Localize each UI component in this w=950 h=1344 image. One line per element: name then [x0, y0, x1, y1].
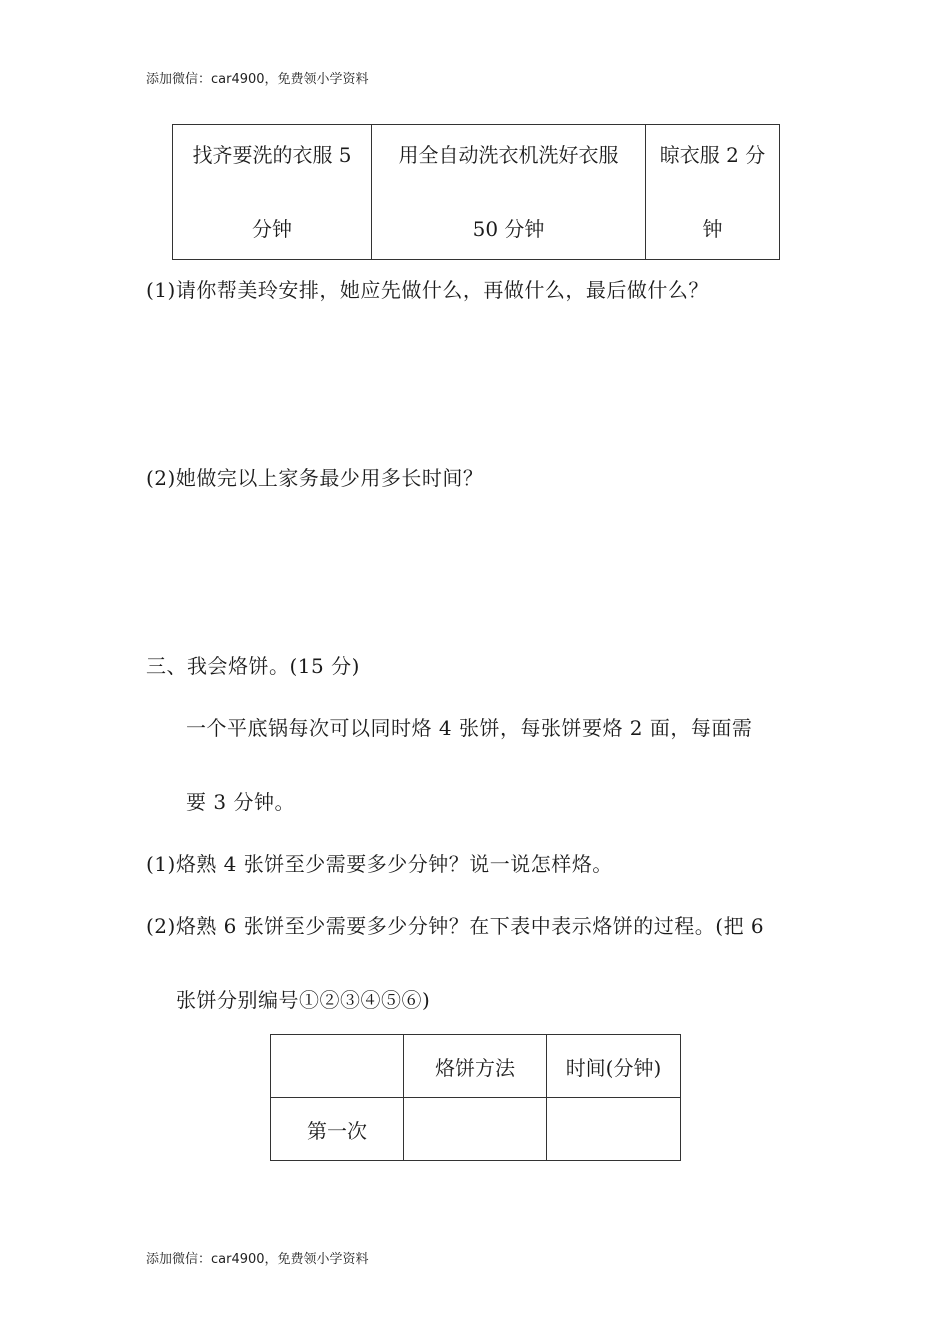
question-1: (1)请你帮美玲安排，她应先做什么，再做什么，最后做什么？ — [146, 278, 709, 302]
answer-cell[interactable] — [404, 1098, 547, 1161]
table-row — [173, 125, 780, 260]
cell-line: 晾衣服 2 分 — [659, 143, 766, 167]
table-cell — [372, 125, 646, 260]
pancake-table — [270, 1034, 681, 1161]
section-3-question-2-line2: 张饼分别编号①②③④⑤⑥) — [176, 988, 431, 1012]
cell-line: 钟 — [702, 217, 723, 241]
section-3-intro-line2: 要 3 分钟。 — [186, 790, 295, 814]
header-cell: 时间(分钟) — [547, 1035, 681, 1098]
question-2: (2)她做完以上家务最少用多长时间？ — [146, 466, 484, 490]
cell-line: 50 分钟 — [472, 217, 545, 241]
cell-line: 找齐要洗的衣服 5 — [192, 143, 352, 167]
table-row — [271, 1098, 681, 1161]
header-cell — [271, 1035, 404, 1098]
row-label-cell: 第一次 — [271, 1098, 404, 1161]
footer-note: 添加微信：car4900，免费领小学资料 — [146, 1252, 369, 1267]
table-cell — [173, 125, 372, 260]
section-3-title: 三、我会烙饼。(15 分) — [146, 654, 360, 678]
section-3-intro-line1: 一个平底锅每次可以同时烙 4 张饼，每张饼要烙 2 面，每面需 — [186, 716, 753, 740]
table-cell — [646, 125, 780, 260]
cell-line: 用全自动洗衣机洗好衣服 — [398, 143, 619, 167]
header-cell: 烙饼方法 — [404, 1035, 547, 1098]
table-header-row — [271, 1035, 681, 1098]
header-note: 添加微信：car4900，免费领小学资料 — [146, 72, 369, 87]
section-3-question-2-line1: (2)烙熟 6 张饼至少需要多少分钟？在下表中表示烙饼的过程。(把 6 — [146, 914, 765, 938]
section-3-question-1: (1)烙熟 4 张饼至少需要多少分钟？说一说怎样烙。 — [146, 852, 613, 876]
chores-table — [172, 124, 780, 260]
answer-cell[interactable] — [547, 1098, 681, 1161]
cell-line: 分钟 — [252, 217, 292, 241]
